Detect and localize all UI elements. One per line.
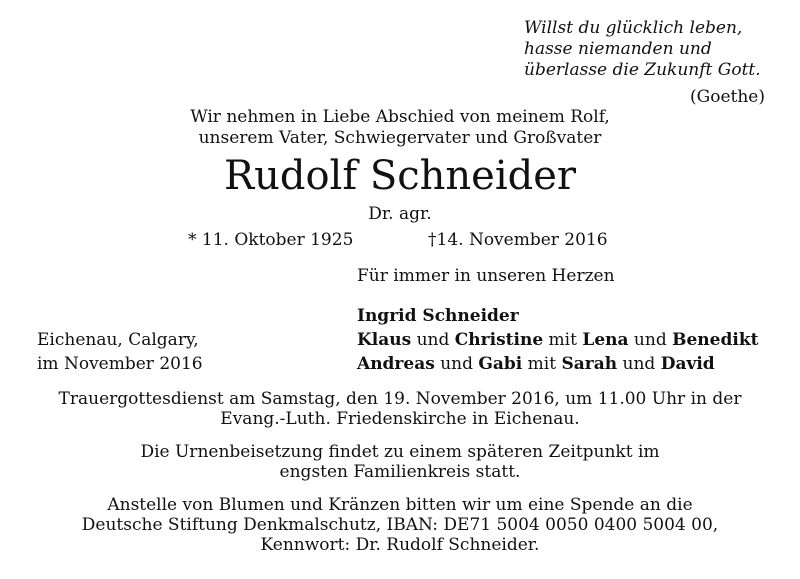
- location-line: Eichenau, Calgary,: [37, 330, 199, 350]
- mourners-list: [357, 304, 758, 376]
- intro-line: unserem Vater, Schwiegervater und Großvater: [198, 128, 602, 148]
- donation-line: Anstelle von Blumen und Kränzen bitten wir um eine Spende an die: [107, 495, 693, 515]
- connector-text: und: [628, 330, 673, 350]
- donation-notice: [0, 495, 800, 555]
- mourner-name: Gabi: [478, 354, 523, 374]
- connector-text: mit: [543, 330, 583, 350]
- intro-text: [0, 107, 800, 149]
- intro-line: Wir nehmen in Liebe Abschied von meinem Rolf,: [190, 107, 610, 127]
- burial-line: engsten Familienkreis statt.: [279, 462, 521, 482]
- mourner-line: [357, 304, 758, 328]
- quote-line: Willst du glücklich leben,: [524, 18, 743, 38]
- birth-date: * 11. Oktober 1925: [188, 230, 354, 250]
- burial-line: Die Urnenbeisetzung findet zu einem späteren Zeitpunkt im: [140, 442, 660, 462]
- connector-text: mit: [522, 354, 562, 374]
- mourner-name: Christine: [454, 330, 544, 350]
- mourner-name: Sarah: [561, 354, 618, 374]
- deceased-name: Rudolf Schneider: [223, 153, 577, 199]
- connector-text: und: [434, 354, 479, 374]
- location-date: [37, 328, 203, 376]
- service-line: Trauergottesdienst am Samstag, den 19. November 2016, um 11.00 Uhr in der: [58, 389, 742, 409]
- connector-text: und: [617, 354, 661, 374]
- connector-text: und: [411, 330, 455, 350]
- mourner-line: [357, 352, 758, 376]
- donation-line: Deutsche Stiftung Denkmalschutz, IBAN: DE71 5004 0050 0400 5004 00,: [81, 515, 719, 535]
- mourner-name: David: [660, 354, 715, 374]
- death-date: †14. November 2016: [428, 230, 608, 250]
- mourner-name: Lena: [582, 330, 629, 350]
- motto: Für immer in unseren Herzen: [357, 266, 615, 286]
- mourner-name: Benedikt: [672, 330, 759, 350]
- burial-notice: [0, 442, 800, 482]
- location-line: im November 2016: [37, 354, 203, 374]
- epigraph-quote: [524, 18, 774, 81]
- academic-title: Dr. agr.: [368, 204, 432, 224]
- mourner-name: Klaus: [357, 330, 412, 350]
- service-notice: [0, 389, 800, 429]
- mourner-line: [357, 328, 758, 352]
- mourner-name: Andreas: [357, 354, 435, 374]
- service-line: Evang.-Luth. Friedenskirche in Eichenau.: [220, 409, 580, 429]
- quote-line: hasse niemanden und: [524, 39, 712, 59]
- quote-author: (Goethe): [690, 87, 765, 107]
- donation-line: Kennwort: Dr. Rudolf Schneider.: [260, 535, 540, 555]
- mourner-name: Ingrid Schneider: [357, 306, 519, 326]
- quote-line: überlasse die Zukunft Gott.: [524, 60, 761, 80]
